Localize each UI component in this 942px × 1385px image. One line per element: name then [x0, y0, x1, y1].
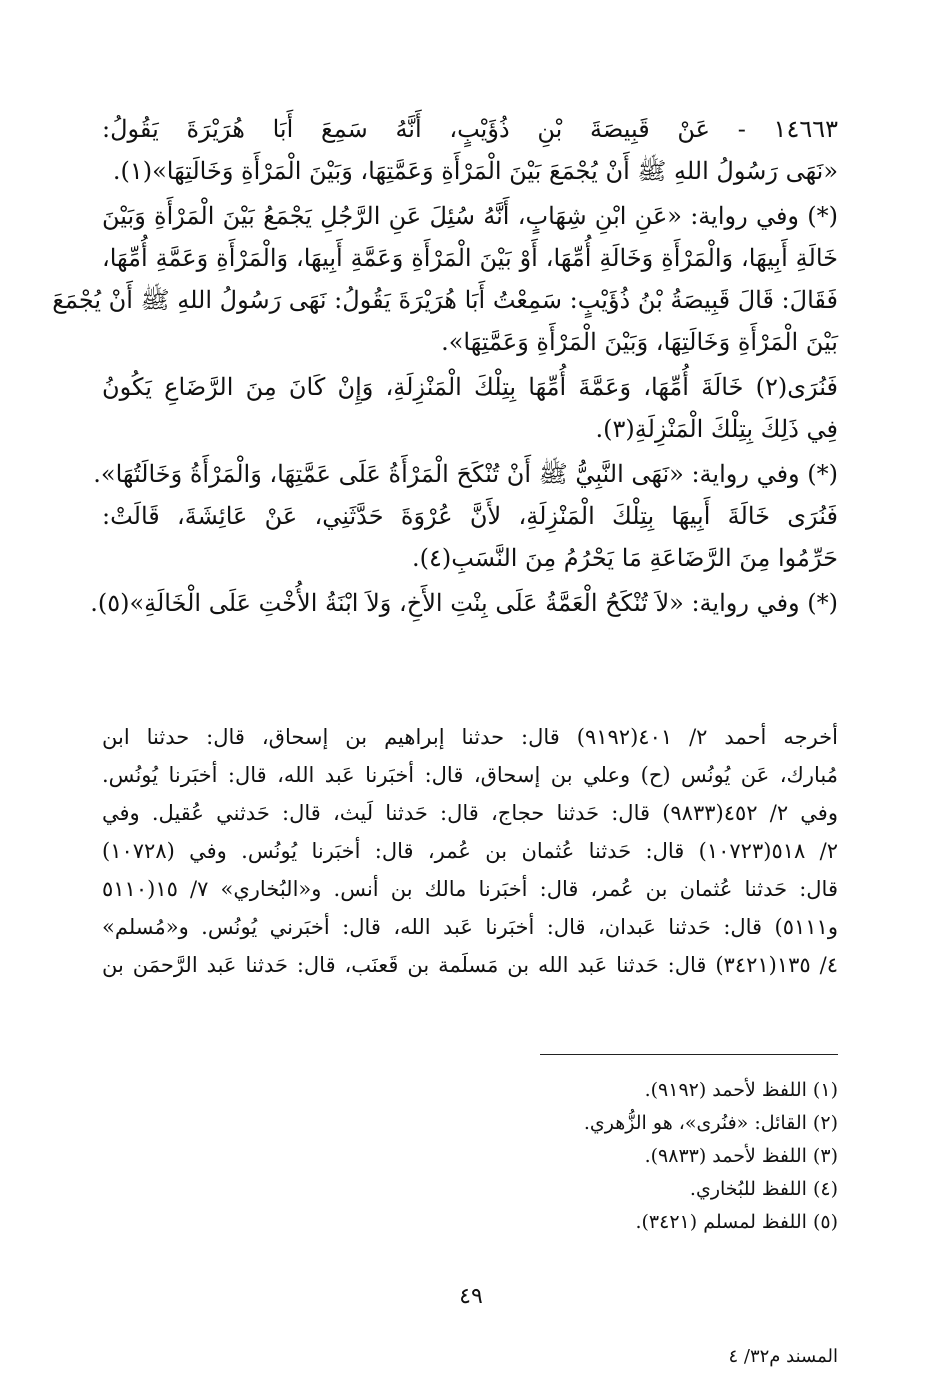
hadith-line: (*) وفي رواية: «عَنِ ابْنِ شِهَابٍ، أَنَّهُ سُئِلَ عَنِ الرَّجُلِ يَجْمَعُ بَيْنَ الْمَرْأَةِ وَبَيْنَ: [102, 202, 838, 230]
hadith-line: خَالَةِ أَبِيهَا، وَالْمَرْأَةِ وَخَالَةِ أُمِّهَا، أَوْ بَيْنَ الْمَرْأَةِ وَعَمَّةِ أَبِيهَا، وَالْمَرْأَةِ وَعَمَّةِ أُمِّهَا،: [102, 244, 838, 272]
footnote: (٤) اللفظ للبُخاري.: [689, 1178, 838, 1200]
hadith-line: فَنُرَى(٢) خَالَةَ أُمِّهَا، وَعَمَّةَ أُمِّهَا بِتِلْكَ الْمَنْزِلَةِ، وَإِنْ كَانَ مِنَ الرَّضَاعِ يَكُونُ: [102, 373, 838, 401]
hadith-line: ١٤٦٦٣ - عَنْ قَبِيصَةَ بْنِ ذُؤَيْبٍ، أَنَّهُ سَمِعَ أَبَا هُرَيْرَةَ يَقُولُ:: [102, 115, 838, 143]
takhrij-line: قال: حَدثنا عُثمان بن عُمر، قال: أخبَرنا مالك بن أنس. و«البُخاري» ٧/ ١٥(٥١١٠: [102, 877, 838, 901]
takhrij-line: ٢/ ٥١٨(١٠٧٢٣) قال: حَدثنا عُثمان بن عُمر، قال: أخبَرنا يُونُس. وفي (١٠٧٢٨): [102, 839, 838, 863]
takhrij-line: أخرجه أحمد ٢/ ٤٠١(٩١٩٢) قال: حدثنا إبراهيم بن إسحاق، قال: حدثنا ابن: [102, 725, 838, 749]
hadith-line: فَقَالَ: قَالَ قَبِيصَةُ بْنُ ذُؤَيْبٍ: سَمِعْتُ أَبَا هُرَيْرَةَ يَقُولُ: نَهَى رَسُولُ اللهِ ﷺ أَنْ يُجْمَعَ: [52, 286, 838, 314]
hadith-text: [52, 108, 838, 624]
hadith-line: (*) وفي رواية: «نَهَى النَّبِيُّ ﷺ أَنْ تُنْكَحَ الْمَرْأَةُ عَلَى عَمَّتِهَا، وَالْمَرْأَةُ وَخَالَتُهَا».: [93, 460, 838, 488]
footnote: (٣) اللفظ لأحمد (٩٨٣٣).: [644, 1145, 838, 1167]
footnote: (١) اللفظ لأحمد (٩١٩٢).: [644, 1079, 838, 1101]
takhrij-line: و٥١١١) قال: حَدثنا عَبدان، قال: أخبَرنا عَبد الله، قال: أخبَرني يُونُس. و«مُسلم»: [102, 915, 838, 939]
page-number: ٤٩: [459, 1284, 483, 1309]
footnote: (٢) القائل: «فنُرى»، هو الزُّهري.: [583, 1112, 838, 1134]
footnote-divider: [540, 1054, 838, 1055]
hadith-line: «نَهَى رَسُولُ اللهِ ﷺ أَنْ يُجْمَعَ بَيْنَ الْمَرْأَةِ وَعَمَّتِهَا، وَبَيْنَ الْمَرْأَةِ وَخَالَتِهَا»(١).: [112, 157, 838, 185]
takhrij-line: وفي ٢/ ٤٥٢(٩٨٣٣) قال: حَدثنا حجاج، قال: حَدثنا لَيث، قال: حَدثني عُقيل. وفي: [102, 801, 838, 825]
takhrij-line: ٤/ ١٣٥(٣٤٢١) قال: حَدثنا عَبد الله بن مَسلَمة بن قَعنَب، قال: حَدثنا عَبد الرَّحمَن بن: [102, 953, 838, 977]
hadith-line: حَرِّمُوا مِنَ الرَّضَاعَةِ مَا يَحْرُمُ مِنَ النَّسَبِ(٤).: [411, 544, 838, 572]
footnote: (٥) اللفظ لمسلم (٣٤٢١).: [635, 1211, 838, 1233]
takhrij-line: مُبارك، عَن يُونُس (ح) وعلي بن إسحاق، قال: أخبَرنا عَبد الله، قال: أخبَرنا يُونُس.: [102, 763, 838, 787]
volume-signature: المسند م٣٢/ ٤: [728, 1346, 838, 1367]
hadith-line: فَنُرَى خَالَةَ أَبِيهَا بِتِلْكَ الْمَنْزِلَةِ، لأَنَّ عُرْوَةَ حَدَّثَنِي، عَنْ عَائِشَةَ، قَالَتْ:: [102, 502, 838, 530]
hadith-line: بَيْنَ الْمَرْأَةِ وَخَالَتِهَا، وَبَيْنَ الْمَرْأَةِ وَعَمَّتِهَا».: [441, 328, 838, 356]
takhrij-text: [102, 718, 838, 984]
hadith-line: (*) وفي رواية: «لاَ تُنْكَحُ الْعَمَّةُ عَلَى بِنْتِ الأَخِ، وَلاَ ابْنَةُ الأُخْتِ عَلَى الْخَالَةِ»(٥).: [90, 589, 838, 617]
footnotes: [102, 1074, 838, 1239]
hadith-line: فِي ذَلِكَ بِتِلْكَ الْمَنْزِلَةِ(٣).: [595, 415, 838, 443]
